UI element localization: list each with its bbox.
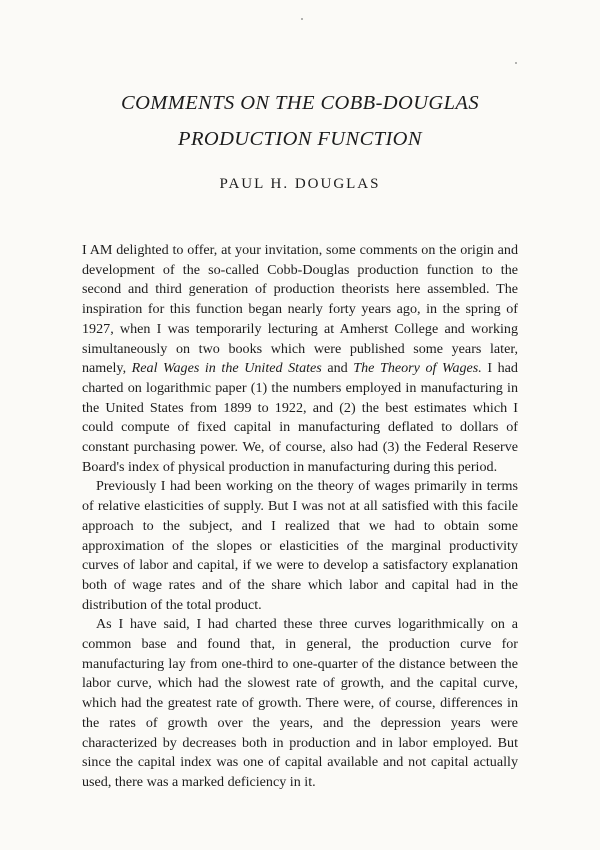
paper-speck: [515, 62, 517, 64]
paragraph-1-text: I had charted on logarithmic paper (1) the numbers employed in manufacturing in the United States from 1899 to 1922, and (2) the best estimates which I could compute of fixed capital in manufacturing deflated to dollars of constant purchasing power. We, of course, also had (3) the Federal Reserve Board's index of physical production in manufacturing during this period.: [82, 360, 518, 475]
paragraph-3: As I have said, I had charted these three curves logarithmically on a common base and found that, in general, the production curve for manufacturing lay from one-third to one-quarter of the distance between the labor curve, which had the slowest rate of growth, and the capital curve, which had the greatest rate of growth. There were, of course, differences in the rates of growth over the years, and the depression years were characterized by decreases both in production and in labor employed. But since the capital index was one of capital available and not capital actually used, there was a marked deficiency in it.: [82, 616, 518, 790]
conjunction: and: [321, 360, 354, 377]
title-line-1: COMMENTS ON THE COBB-DOUGLAS: [121, 92, 479, 114]
author: PAUL H. DOUGLAS: [219, 176, 381, 192]
paragraph-2: Previously I had been working on the theory of wages primarily in terms of relative elasticities of supply. But I was not at all satisfied with this facile approach to the subject, and I realized that we had to obtain some approximation of the slopes or elasticities of the marginal productivity curves of labor and capital, if we were to develop a satisfactory explanation both of wage rates and of the share which labor and capital had in the distribution of the total product.: [82, 478, 518, 613]
paper-speck: [301, 18, 303, 20]
paragraph-1: [82, 241, 518, 477]
book-title: Real Wages in the United States: [131, 360, 322, 377]
paragraph-1-text: I AM delighted to offer, at your invitation, some comments on the origin and development of the so-called Cobb-Douglas production function to the second and third generation of production theorists here assembled. The inspiration for this function began nearly forty years ago, in the spring of 1927, when I was temporarily lecturing at Amherst College and working simultaneously on two books which were published some years later, namely,: [82, 242, 518, 377]
title-line-2: PRODUCTION FUNCTION: [178, 128, 422, 150]
article-body: [82, 241, 518, 793]
book-title: The Theory of Wages.: [353, 360, 482, 377]
